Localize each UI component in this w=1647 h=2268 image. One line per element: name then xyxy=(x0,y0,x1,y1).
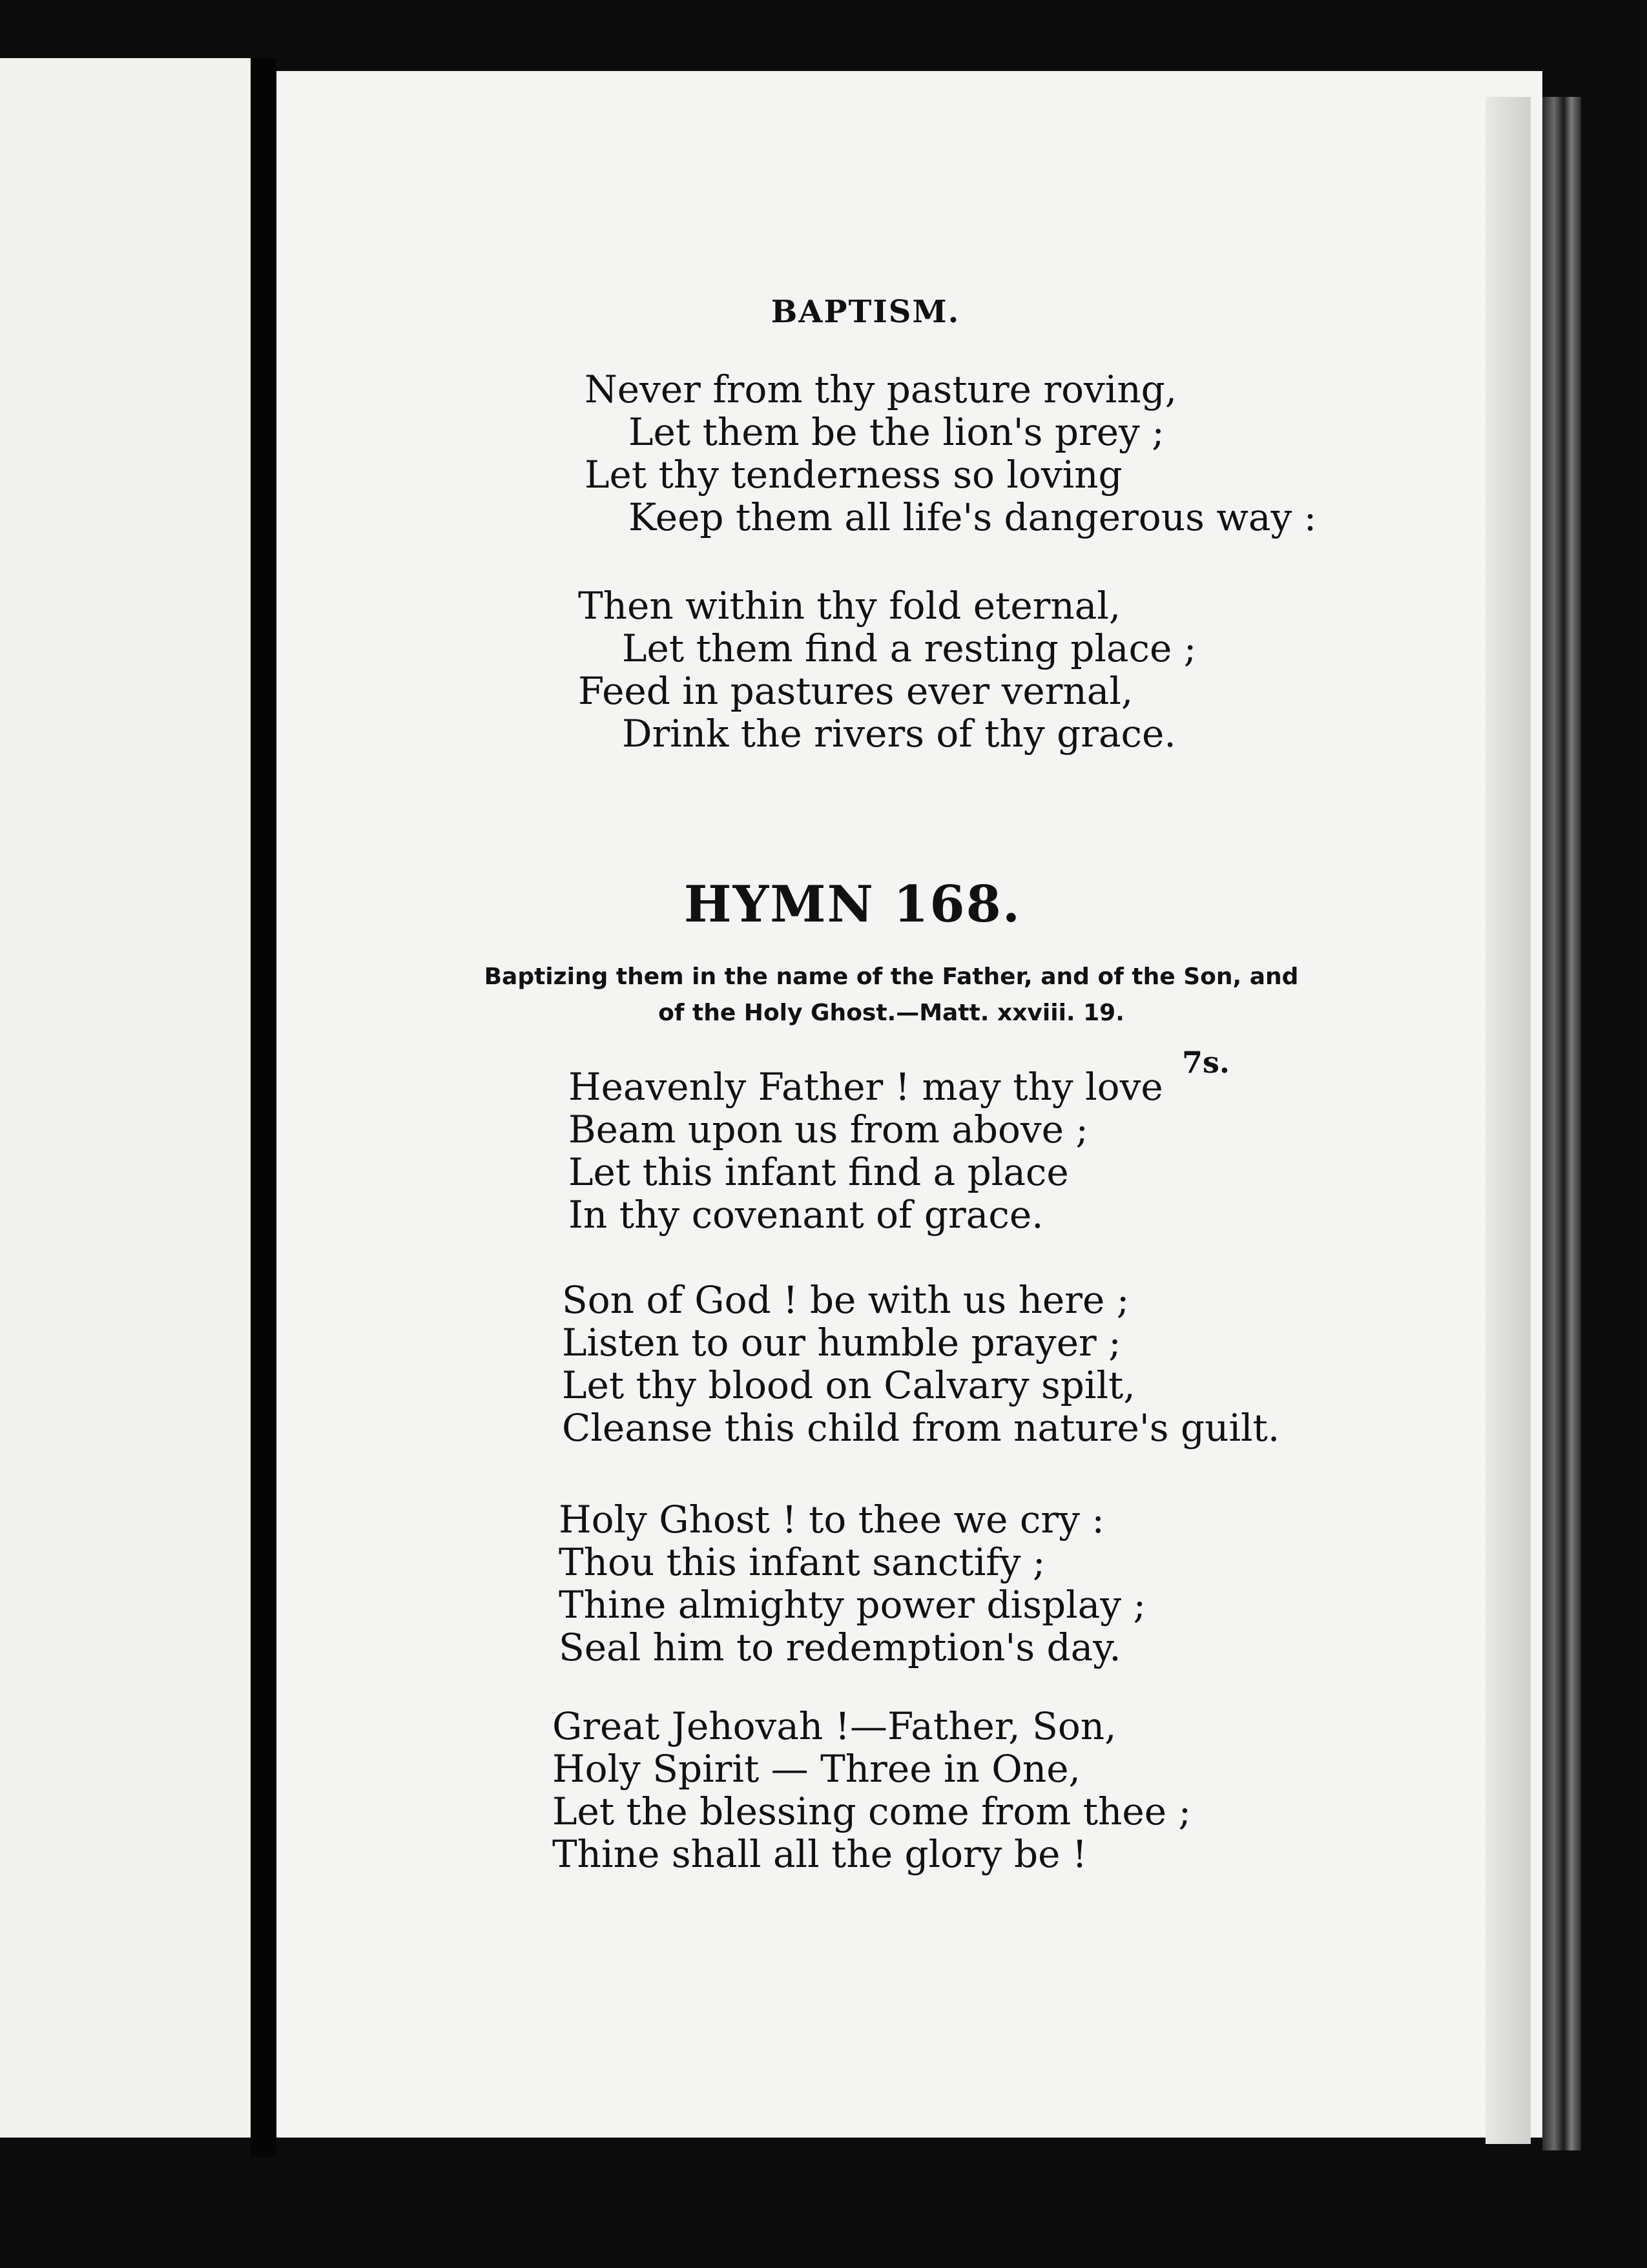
hymn-stanza-1 xyxy=(568,1066,1163,1236)
verse-line: Let them be the lion's prey ; xyxy=(628,410,1165,454)
epigraph-line-1: Baptizing them in the name of the Father, and of the Son, and xyxy=(484,964,1299,990)
verse-line: Thou this infant sanctify ; xyxy=(559,1540,1046,1584)
continued-stanza-2 xyxy=(578,584,1196,755)
epigraph-line-2: of the Holy Ghost.—Matt. xxviii. 19. xyxy=(658,1000,1124,1026)
verse-line: Keep them all life's dangerous way : xyxy=(628,495,1317,539)
hymn-title: HYMN 168. xyxy=(683,875,1022,934)
verse-line: In thy covenant of grace. xyxy=(568,1193,1044,1237)
verse-line: Let thy blood on Calvary spilt, xyxy=(562,1363,1135,1407)
running-head: BAPTISM. xyxy=(771,294,960,330)
verse-line: Then within thy fold eternal, xyxy=(578,584,1121,628)
verse-line: Let thy tenderness so loving xyxy=(585,453,1123,497)
book-gutter xyxy=(251,58,276,2157)
verse-line: Listen to our humble prayer ; xyxy=(562,1321,1121,1365)
verse-line: Seal him to redemption's day. xyxy=(559,1625,1121,1669)
verse-line: Thine almighty power display ; xyxy=(559,1583,1146,1627)
verse-line: Let them find a resting place ; xyxy=(622,626,1197,670)
hymn-stanza-4 xyxy=(552,1705,1191,1875)
verse-line: Holy Ghost ! to thee we cry : xyxy=(559,1498,1104,1541)
page-stack-edge xyxy=(1542,97,1581,2150)
verse-line: Beam upon us from above ; xyxy=(568,1108,1088,1151)
continued-stanza-1 xyxy=(585,368,1316,539)
verse-line: Drink the rivers of thy grace. xyxy=(622,712,1176,756)
hymn-stanza-2 xyxy=(562,1279,1279,1449)
left-page-edge xyxy=(0,58,251,2138)
hymn-meter: 7s. xyxy=(1182,1045,1230,1080)
scripture-epigraph xyxy=(375,959,1408,1031)
verse-line: Let this infant find a place xyxy=(568,1150,1069,1194)
verse-line: Holy Spirit — Three in One, xyxy=(552,1747,1081,1791)
hymn-stanza-3 xyxy=(559,1498,1146,1669)
verse-line: Feed in pastures ever vernal, xyxy=(578,669,1134,713)
verse-line: Thine shall all the glory be ! xyxy=(552,1832,1088,1876)
verse-line: Cleanse this child from nature's guilt. xyxy=(562,1406,1280,1450)
verse-line: Great Jehovah !—Father, Son, xyxy=(552,1704,1117,1748)
verse-line: Heavenly Father ! may thy love xyxy=(568,1065,1163,1109)
verse-line: Never from thy pasture roving, xyxy=(585,367,1177,411)
verse-line: Son of God ! be with us here ; xyxy=(562,1278,1130,1322)
verse-line: Let the blessing come from thee ; xyxy=(552,1789,1192,1833)
page-shadow xyxy=(1486,97,1531,2144)
